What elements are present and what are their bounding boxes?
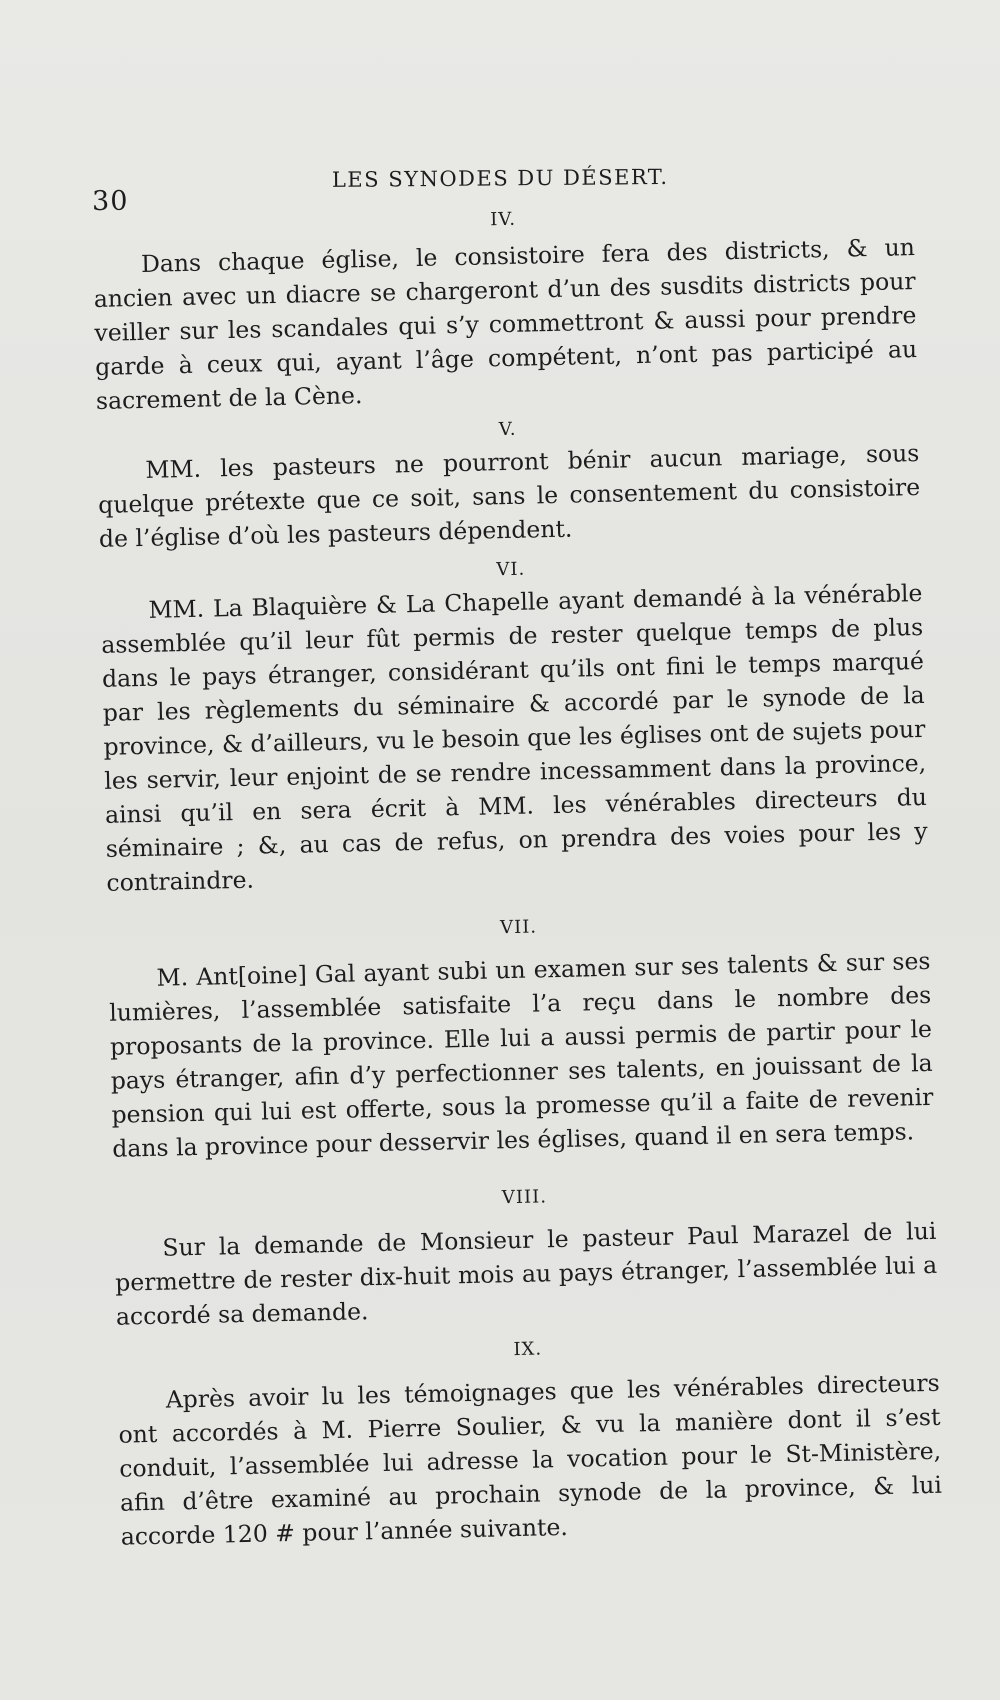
running-title: LES SYNODES DU DÉSERT. [331, 164, 669, 192]
article-vi [100, 550, 929, 900]
article-paragraph: Dans chaque église, le consistoire fera des districts, & un ancien avec un diacre se chargeront d’un des susdits districts pour veiller sur les scandales qui s’y commettront & aussi pour prendre garde à ceux qui, ayant l’âge compétent, n’ont pas participé au sacrement de la Cène. [93, 233, 918, 415]
article-paragraph: Sur la demande de Monsieur le pasteur Paul Marazel de lui permettre de rester dix-huit mois au pays étranger, l’assemblée lui a accordé sa demande. [114, 1216, 938, 1331]
article-vii [107, 908, 934, 1166]
article-numeral: IV. [490, 208, 517, 231]
article-numeral: VI. [496, 558, 526, 581]
article-iv [92, 200, 918, 418]
article-paragraph: MM. les pasteurs ne pourront bénir aucun mariage, sous quelque prétexte que ce soit, sans le consentement du consistoire de l’église d’où les pasteurs dépendent. [97, 439, 921, 553]
article-numeral: V. [498, 418, 517, 441]
article-v [97, 410, 922, 556]
article-numeral: IX. [513, 1338, 543, 1361]
article-numeral: VIII. [501, 1186, 548, 1209]
article-paragraph: MM. La Blaquière & La Chapelle ayant demandé à la vénérable assemblée qu’il leur fût permis de rester quelque temps de plus dans le pays étranger, considérant qu’ils ont fini le temps marqué par les règlements du séminaire & accordé par le synode de la province, & d’ailleurs, vu le besoin que les églises ont de sujets pour les servir, leur enjoint de se rendre incessamment dans la province, ainsi qu’il en sera écrit à MM. les vénérables directeurs du séminaire ; &, au cas de refus, on prendra des voies pour les y contraindre. [101, 578, 928, 897]
article-paragraph: M. Ant[oine] Gal ayant subi un examen sur ses talents & sur ses lumières, l’assemblée satisfaite l’a reçu dans le nombre des proposants de la province. Elle lui a aussi permis de partir pour le pays étranger, afin d’y perfectionner ses talents, en jouissant de la pension qui lui est offerte, sous la promesse qu’il a faite de revenir dans la province pour desservir les églises, quand il en sera temps. [109, 946, 934, 1163]
article-numeral: VII. [499, 916, 538, 939]
page-number: 30 [91, 185, 129, 217]
body-text [92, 200, 943, 1554]
article-ix [117, 1330, 943, 1554]
article-paragraph: Après avoir lu les témoignages que les vénérables directeurs ont accordés à M. Pierre Soulier, & vu la manière dont il s’est conduit, l’assemblée lui adresse la vocation pour le St-Ministère, afin d’être examiné au prochain synode de la province, & lui accorde 120 # pour l’année suivante. [118, 1368, 943, 1551]
article-viii [113, 1178, 938, 1334]
